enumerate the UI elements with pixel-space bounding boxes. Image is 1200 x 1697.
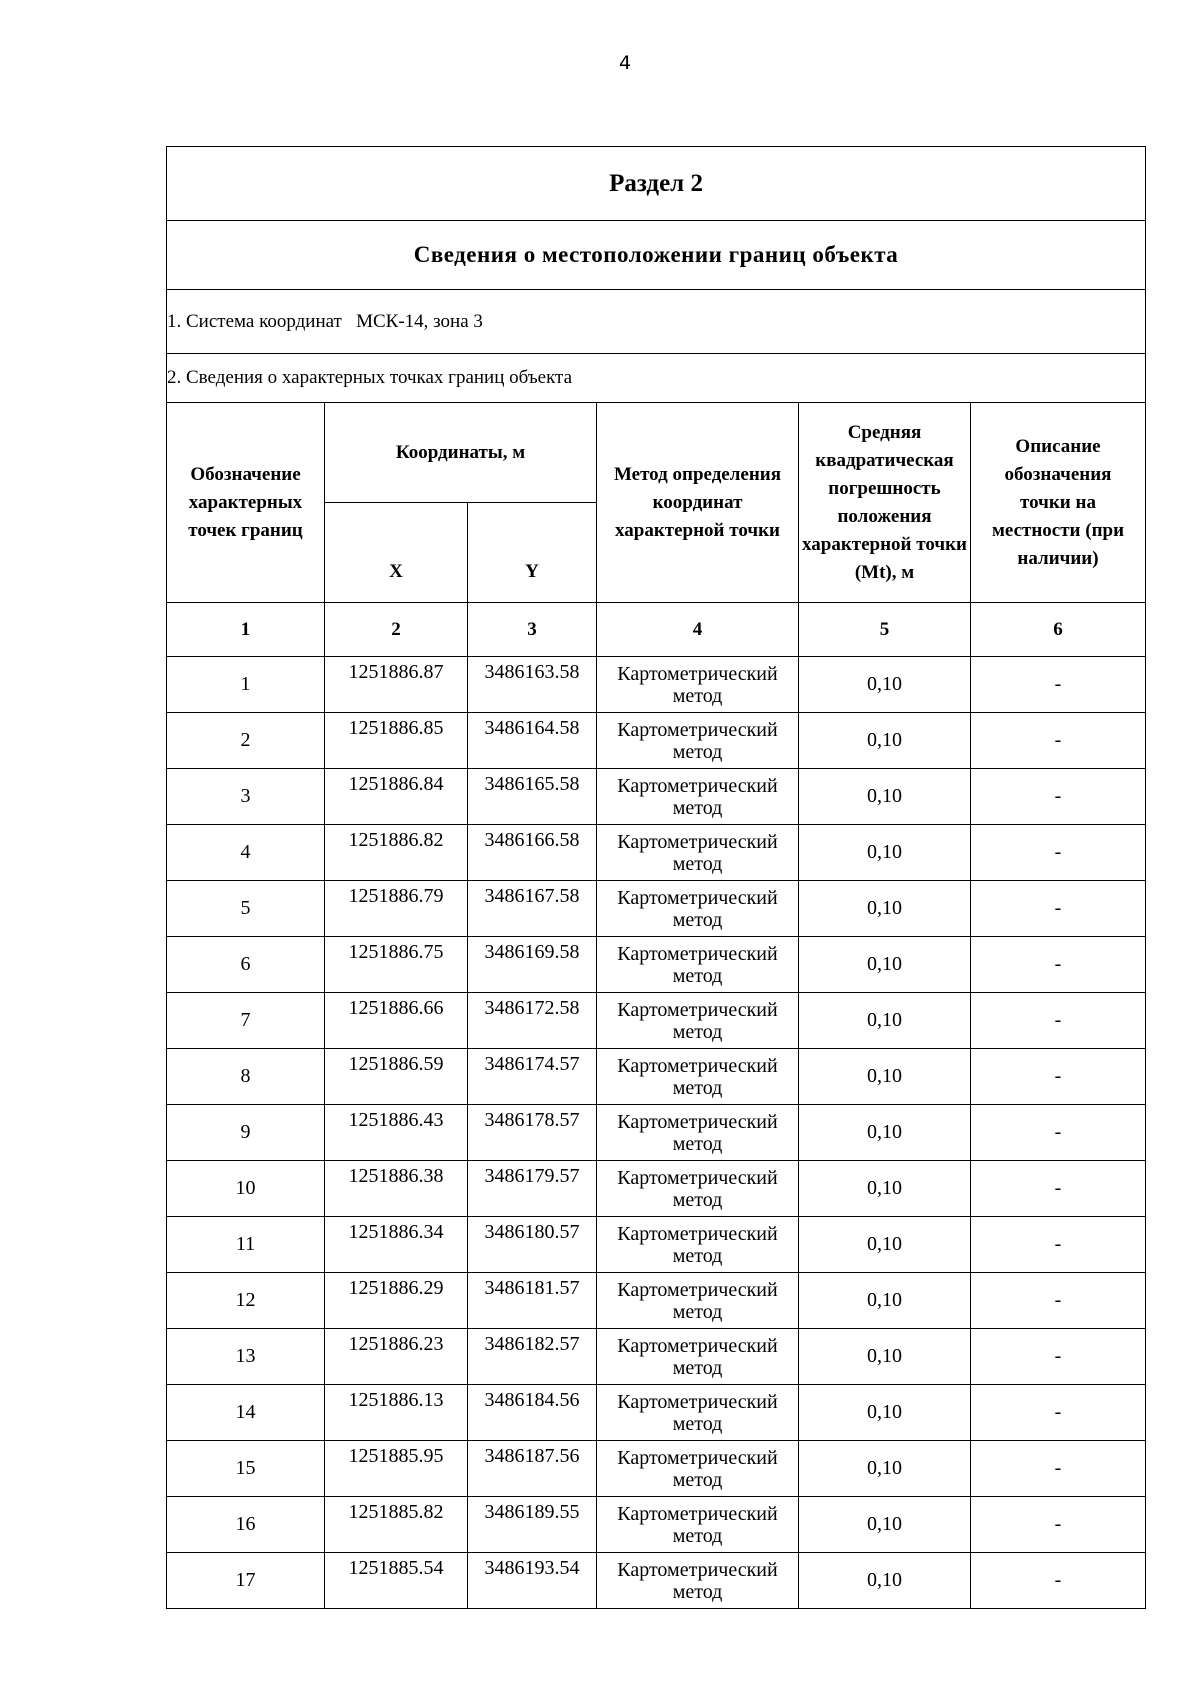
table-row [167, 1385, 1146, 1441]
point-number-cell: 17 [167, 1553, 325, 1609]
table-row [167, 881, 1146, 937]
method-cell: Картометрический метод [597, 1161, 799, 1217]
y-coordinate-cell: 3486166.58 [468, 825, 597, 881]
method-cell: Картометрический метод [597, 1553, 799, 1609]
y-coordinate-cell: 3486178.57 [468, 1105, 597, 1161]
error-cell: 0,10 [799, 769, 971, 825]
description-cell: - [971, 1441, 1146, 1497]
point-number-cell: 15 [167, 1441, 325, 1497]
description-cell: - [971, 1049, 1146, 1105]
table-row [167, 1553, 1146, 1609]
table-row [167, 1161, 1146, 1217]
description-cell: - [971, 1161, 1146, 1217]
column-number: 6 [971, 603, 1146, 657]
error-cell: 0,10 [799, 1385, 971, 1441]
table-row [167, 1441, 1146, 1497]
point-number-cell: 5 [167, 881, 325, 937]
method-cell: Картометрический метод [597, 993, 799, 1049]
table-row [167, 713, 1146, 769]
description-cell: - [971, 881, 1146, 937]
table-row [167, 1329, 1146, 1385]
point-number-cell: 8 [167, 1049, 325, 1105]
x-coordinate-cell: 1251885.95 [325, 1441, 468, 1497]
x-coordinate-cell: 1251886.87 [325, 657, 468, 713]
method-cell: Картометрический метод [597, 1329, 799, 1385]
column-number: 3 [468, 603, 597, 657]
table-row [167, 937, 1146, 993]
section-subtitle: Сведения о местоположении границ объекта [167, 221, 1146, 290]
y-coordinate-cell: 3486184.56 [468, 1385, 597, 1441]
table-row [167, 1105, 1146, 1161]
header-error: Средняя квадратическая погрешность положения характерной точки (Mt), м [799, 403, 971, 603]
method-cell: Картометрический метод [597, 713, 799, 769]
header-y: Y [468, 503, 597, 603]
table-row [167, 993, 1146, 1049]
x-coordinate-cell: 1251886.23 [325, 1329, 468, 1385]
method-cell: Картометрический метод [597, 825, 799, 881]
x-coordinate-cell: 1251886.84 [325, 769, 468, 825]
x-coordinate-cell: 1251886.66 [325, 993, 468, 1049]
section-title: Раздел 2 [167, 147, 1146, 221]
y-coordinate-cell: 3486169.58 [468, 937, 597, 993]
method-cell: Картометрический метод [597, 937, 799, 993]
point-number-cell: 7 [167, 993, 325, 1049]
description-cell: - [971, 1105, 1146, 1161]
table-row [167, 1273, 1146, 1329]
point-number-cell: 14 [167, 1385, 325, 1441]
error-cell: 0,10 [799, 1273, 971, 1329]
column-number: 1 [167, 603, 325, 657]
y-coordinate-cell: 3486165.58 [468, 769, 597, 825]
page-number: 4 [618, 52, 632, 74]
table-row [167, 825, 1146, 881]
error-cell: 0,10 [799, 993, 971, 1049]
description-cell: - [971, 769, 1146, 825]
method-cell: Картометрический метод [597, 657, 799, 713]
error-cell: 0,10 [799, 937, 971, 993]
point-number-cell: 16 [167, 1497, 325, 1553]
header-coordinates: Координаты, м [325, 403, 597, 503]
header-description: Описание обозначения точки на местности (при наличии) [971, 403, 1146, 603]
point-number-cell: 6 [167, 937, 325, 993]
points-info: 2. Сведения о характерных точках границ объекта [167, 354, 1146, 403]
y-coordinate-cell: 3486187.56 [468, 1441, 597, 1497]
x-coordinate-cell: 1251886.79 [325, 881, 468, 937]
point-number-cell: 2 [167, 713, 325, 769]
header-point-label: Обозначение характерных точек границ [167, 403, 325, 603]
error-cell: 0,10 [799, 881, 971, 937]
y-coordinate-cell: 3486193.54 [468, 1553, 597, 1609]
error-cell: 0,10 [799, 713, 971, 769]
x-coordinate-cell: 1251885.82 [325, 1497, 468, 1553]
method-cell: Картометрический метод [597, 1497, 799, 1553]
point-number-cell: 3 [167, 769, 325, 825]
y-coordinate-cell: 3486182.57 [468, 1329, 597, 1385]
error-cell: 0,10 [799, 1105, 971, 1161]
y-coordinate-cell: 3486181.57 [468, 1273, 597, 1329]
description-cell: - [971, 993, 1146, 1049]
error-cell: 0,10 [799, 1217, 971, 1273]
description-cell: - [971, 1497, 1146, 1553]
y-coordinate-cell: 3486179.57 [468, 1161, 597, 1217]
x-coordinate-cell: 1251886.59 [325, 1049, 468, 1105]
description-cell: - [971, 1273, 1146, 1329]
y-coordinate-cell: 3486180.57 [468, 1217, 597, 1273]
boundary-points-table [166, 146, 1146, 1609]
table-row [167, 1497, 1146, 1553]
method-cell: Картометрический метод [597, 769, 799, 825]
x-coordinate-cell: 1251886.85 [325, 713, 468, 769]
y-coordinate-cell: 3486189.55 [468, 1497, 597, 1553]
method-cell: Картометрический метод [597, 1273, 799, 1329]
method-cell: Картометрический метод [597, 1049, 799, 1105]
x-coordinate-cell: 1251885.54 [325, 1553, 468, 1609]
x-coordinate-cell: 1251886.34 [325, 1217, 468, 1273]
error-cell: 0,10 [799, 1329, 971, 1385]
table-row [167, 1217, 1146, 1273]
error-cell: 0,10 [799, 1441, 971, 1497]
column-number: 2 [325, 603, 468, 657]
description-cell: - [971, 1329, 1146, 1385]
method-cell: Картометрический метод [597, 1105, 799, 1161]
description-cell: - [971, 1553, 1146, 1609]
y-coordinate-cell: 3486164.58 [468, 713, 597, 769]
header-x: X [325, 503, 468, 603]
description-cell: - [971, 657, 1146, 713]
error-cell: 0,10 [799, 1497, 971, 1553]
y-coordinate-cell: 3486167.58 [468, 881, 597, 937]
method-cell: Картометрический метод [597, 1441, 799, 1497]
method-cell: Картометрический метод [597, 1217, 799, 1273]
error-cell: 0,10 [799, 657, 971, 713]
table-row [167, 769, 1146, 825]
point-number-cell: 1 [167, 657, 325, 713]
column-number-row [167, 603, 1146, 657]
description-cell: - [971, 713, 1146, 769]
point-number-cell: 13 [167, 1329, 325, 1385]
description-cell: - [971, 825, 1146, 881]
point-number-cell: 11 [167, 1217, 325, 1273]
y-coordinate-cell: 3486174.57 [468, 1049, 597, 1105]
coordinate-system: 1. Система координат МСК-14, зона 3 [167, 290, 1146, 354]
y-coordinate-cell: 3486163.58 [468, 657, 597, 713]
error-cell: 0,10 [799, 1049, 971, 1105]
point-number-cell: 10 [167, 1161, 325, 1217]
x-coordinate-cell: 1251886.43 [325, 1105, 468, 1161]
description-cell: - [971, 937, 1146, 993]
header-method: Метод определения координат характерной точки [597, 403, 799, 603]
error-cell: 0,10 [799, 1161, 971, 1217]
x-coordinate-cell: 1251886.82 [325, 825, 468, 881]
point-number-cell: 4 [167, 825, 325, 881]
x-coordinate-cell: 1251886.29 [325, 1273, 468, 1329]
error-cell: 0,10 [799, 825, 971, 881]
error-cell: 0,10 [799, 1553, 971, 1609]
table-row [167, 1049, 1146, 1105]
description-cell: - [971, 1217, 1146, 1273]
y-coordinate-cell: 3486172.58 [468, 993, 597, 1049]
point-number-cell: 12 [167, 1273, 325, 1329]
description-cell: - [971, 1385, 1146, 1441]
point-number-cell: 9 [167, 1105, 325, 1161]
method-cell: Картометрический метод [597, 881, 799, 937]
column-number: 5 [799, 603, 971, 657]
column-number: 4 [597, 603, 799, 657]
table-row [167, 657, 1146, 713]
x-coordinate-cell: 1251886.75 [325, 937, 468, 993]
method-cell: Картометрический метод [597, 1385, 799, 1441]
x-coordinate-cell: 1251886.13 [325, 1385, 468, 1441]
x-coordinate-cell: 1251886.38 [325, 1161, 468, 1217]
